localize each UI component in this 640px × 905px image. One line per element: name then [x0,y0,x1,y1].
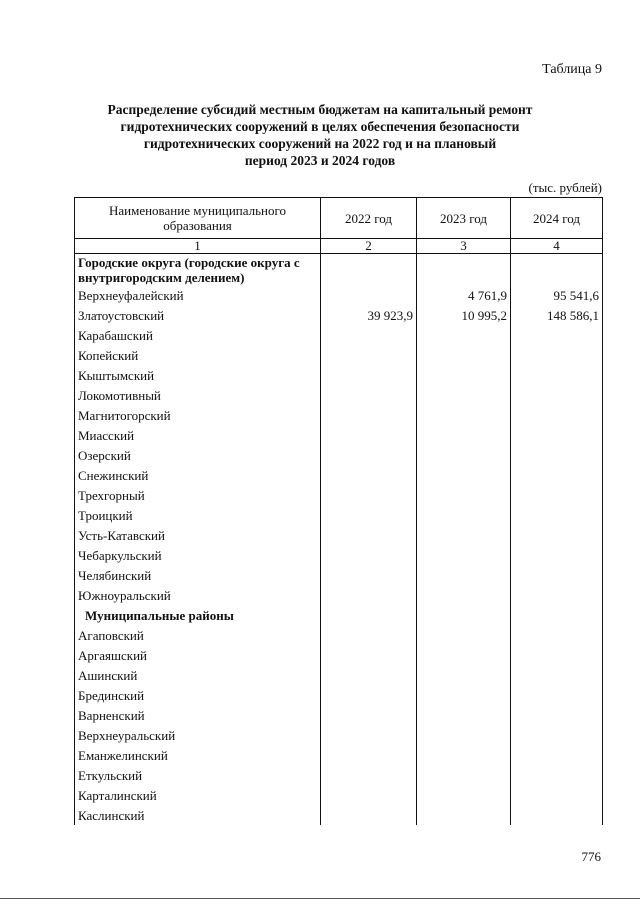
value-2024 [511,505,603,525]
value-2024 [511,585,603,605]
value-2022 [321,345,417,365]
value-2022 [321,665,417,685]
table-number-label: Таблица 9 [542,62,602,77]
footer-rule [0,898,640,899]
municipality-name: Еманжелинский [75,745,321,765]
value-2024 [511,345,603,365]
value-2022 [321,765,417,785]
value-2024 [511,254,603,286]
value-2024 [511,465,603,485]
value-2022 [321,545,417,565]
value-2023 [417,725,511,745]
value-2024 [511,705,603,725]
municipality-name: Трехгорный [75,485,321,505]
value-2022: 39 923,9 [321,305,417,325]
value-2023 [417,805,511,825]
value-2023 [417,565,511,585]
value-2024: 148 586,1 [511,305,603,325]
header-2022: 2022 год [321,198,417,239]
value-2024 [511,565,603,585]
value-2022 [321,505,417,525]
table-row [75,285,603,305]
value-2023 [417,585,511,605]
value-2023 [417,625,511,645]
title-line: период 2023 и 2024 годов [244,153,396,168]
table-row [75,625,603,645]
municipality-name: Карабашский [75,325,321,345]
value-2023 [417,254,511,286]
value-2023 [417,525,511,545]
municipality-name: Чебаркульский [75,545,321,565]
value-2024 [511,745,603,765]
municipality-name: Еткульский [75,765,321,785]
municipality-name: Озерский [75,445,321,465]
table-row [75,425,603,445]
municipality-name: Усть-Катавский [75,525,321,545]
table-row [75,565,603,585]
municipality-name: Южноуральский [75,585,321,605]
table-row [75,405,603,425]
value-2022 [321,445,417,465]
value-2023: 4 761,9 [417,285,511,305]
value-2024 [511,665,603,685]
value-2022 [321,605,417,625]
municipality-name: Аргаяшский [75,645,321,665]
value-2022 [321,705,417,725]
value-2023 [417,765,511,785]
title-line: гидротехнических сооружений в целях обеспечения безопасности [120,119,520,134]
table-row [75,705,603,725]
value-2023 [417,645,511,665]
value-2023 [417,745,511,765]
value-2023 [417,605,511,625]
municipality-name: Агаповский [75,625,321,645]
table-row [75,465,603,485]
table-row [75,545,603,565]
table-row [75,725,603,745]
value-2023 [417,325,511,345]
title-line: Распределение субсидий местным бюджетам на капитальный ремонт [107,102,533,117]
municipality-name: Каслинский [75,805,321,825]
municipality-name: Челябинский [75,565,321,585]
value-2024: 95 541,6 [511,285,603,305]
page-number: 776 [581,849,601,864]
table-row [75,445,603,465]
value-2023 [417,425,511,445]
group-row [75,605,603,625]
value-2024 [511,385,603,405]
table-row [75,485,603,505]
value-2022 [321,525,417,545]
value-2022 [321,725,417,745]
title-line: гидротехнических сооружений на 2022 год и на плановый [143,136,497,151]
table-row [75,805,603,825]
value-2022 [321,805,417,825]
value-2024 [511,645,603,665]
group-name: Городские округа (городские округа с внутригородским делением) [75,254,321,286]
document-title [80,101,560,169]
value-2023 [417,345,511,365]
value-2023 [417,405,511,425]
table-row [75,765,603,785]
municipality-name: Брединский [75,685,321,705]
table-row [75,385,603,405]
value-2024 [511,365,603,385]
group-row [75,254,603,286]
value-2022 [321,565,417,585]
value-2022 [321,585,417,605]
subsidy-table [74,197,603,825]
table-row [75,305,603,325]
municipality-name: Ашинский [75,665,321,685]
municipality-name: Троицкий [75,505,321,525]
municipality-name: Снежинский [75,465,321,485]
value-2024 [511,685,603,705]
value-2023 [417,445,511,465]
value-2022 [321,405,417,425]
value-2024 [511,545,603,565]
value-2022 [321,285,417,305]
table-row [75,665,603,685]
column-number: 1 [75,239,321,254]
column-number: 3 [417,239,511,254]
value-2023 [417,365,511,385]
value-2023 [417,785,511,805]
table-row [75,365,603,385]
value-2024 [511,405,603,425]
value-2022 [321,485,417,505]
value-2022 [321,385,417,405]
table-row [75,685,603,705]
value-2022 [321,645,417,665]
municipality-name: Кыштымский [75,365,321,385]
value-2023 [417,685,511,705]
value-2024 [511,625,603,645]
value-2022 [321,685,417,705]
units-label: (тыс. рублей) [528,180,602,195]
value-2024 [511,785,603,805]
table-row [75,345,603,365]
municipality-name: Копейский [75,345,321,365]
municipality-name: Магнитогорский [75,405,321,425]
municipality-name: Верхнеуфалейский [75,285,321,305]
table-row [75,525,603,545]
table-row [75,745,603,765]
value-2024 [511,445,603,465]
value-2023 [417,485,511,505]
column-number: 2 [321,239,417,254]
municipality-name: Локомотивный [75,385,321,405]
value-2024 [511,525,603,545]
value-2022 [321,425,417,445]
municipality-name: Златоустовский [75,305,321,325]
column-number-row [75,239,603,254]
header-2023: 2023 год [417,198,511,239]
table-row [75,785,603,805]
value-2024 [511,805,603,825]
value-2023 [417,465,511,485]
table-row [75,505,603,525]
header-name: Наименование муниципального образования [75,198,321,239]
municipality-name: Карталинский [75,785,321,805]
value-2024 [511,605,603,625]
value-2024 [511,425,603,445]
table-row [75,645,603,665]
value-2022 [321,325,417,345]
value-2024 [511,765,603,785]
municipality-name: Верхнеуральский [75,725,321,745]
value-2022 [321,254,417,286]
table-row [75,585,603,605]
value-2022 [321,465,417,485]
table-row [75,325,603,345]
column-number: 4 [511,239,603,254]
value-2022 [321,785,417,805]
value-2023 [417,545,511,565]
value-2022 [321,365,417,385]
value-2024 [511,725,603,745]
table-header-row [75,198,603,239]
value-2024 [511,325,603,345]
municipality-name: Варненский [75,705,321,725]
header-2024: 2024 год [511,198,603,239]
group-name: Муниципальные районы [75,605,321,625]
value-2023 [417,385,511,405]
value-2022 [321,625,417,645]
value-2024 [511,485,603,505]
municipality-name: Миасский [75,425,321,445]
value-2023 [417,505,511,525]
value-2023 [417,665,511,685]
value-2022 [321,745,417,765]
value-2023 [417,705,511,725]
value-2023: 10 995,2 [417,305,511,325]
